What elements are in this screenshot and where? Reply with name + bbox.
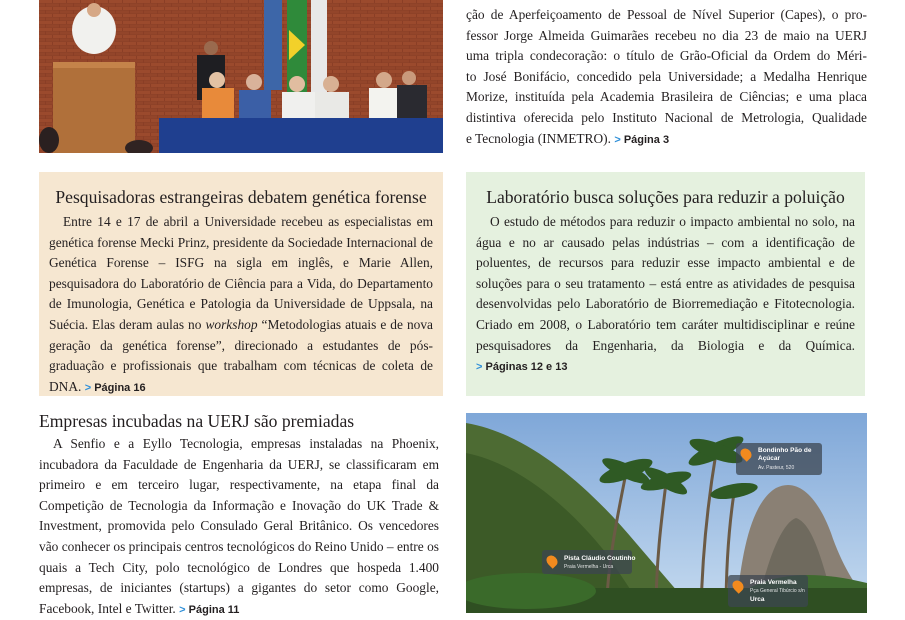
incubadas-headline: Empresas incubadas na UERJ são premiadas (39, 411, 355, 431)
map-tag-pista (542, 550, 636, 574)
chevron-right-icon: > (84, 381, 92, 394)
location-pin-icon (544, 553, 560, 569)
poluicao-paragraph (476, 212, 855, 378)
page-reference-genetica[interactable] (85, 382, 146, 394)
genetica-forense-workshop: workshop (205, 316, 258, 332)
page-reference-label: Página 11 (188, 603, 240, 616)
poluicao-text: O estudo de métodos para reduzir o impacto ambiental no solo, na água e no ar causado pelas indústrias – com a identificação de poluentes, de recursos para reduzir esse impacto ambiental e de soluções para o seu tratamento – está entre as atividades de pesquisa desenvolvidas pelo Laboratório de Biorremediação e Fitotecnologia. Criado em 2008, o Laboratório tem caráter multidisciplinar e reúne pesquisadores da Engenharia, da Biologia e da Química. (476, 214, 855, 353)
page-reference-incubadas[interactable] (179, 604, 239, 616)
poluicao-box (466, 172, 865, 396)
incubadas-text: A Senfio e a Eyllo Tecnologia, empresas instaladas na Phoenix, incubadora da Faculdade de Engenharia da UERJ, se classificaram em primeiro e em terceiro lugar, respectivamente, na etapa final da Competição de Tecnologia da Informação e Inovação do UK Trade & Investment, promovida pelo Consulado Geral Britânico. Os vencedores vão conhecer os principais centros tecnológicos do Reino Unido – entre os quais a Tech City, polo tecnológico de Londres que hospeda 1.400 empresas, de iniciantes (startups) a gigantes do setor (39, 436, 439, 596)
capes-article-line-1: ção de Aperfeiçoamento de Pessoal de Nível Superior (Capes), o pro- (466, 7, 867, 22)
capes-article-last-line: e Tecnologia (INMETRO). (466, 130, 611, 146)
page-reference-label: Página 3 (623, 133, 670, 146)
ceremony-illustration (39, 0, 443, 153)
genetica-forense-body (49, 212, 433, 398)
map-tag-bondinho-title-2: Açúcar (758, 455, 781, 462)
incubadas-paragraph (39, 434, 439, 620)
genetica-forense-paragraph (49, 212, 433, 398)
incubadas-article (39, 410, 439, 620)
genetica-forense-text-b: “Metodologias atuais e de nova geração da genética forense”, direcionado a estudantes de pós-graduação e profissionais que trabalham com técnicas de coleta de DNA. (49, 316, 433, 394)
ceremony-photo (39, 0, 443, 153)
map-tag-pista-title: Pista Cláudio Coutinho (564, 555, 636, 562)
genetica-forense-box (39, 172, 443, 396)
genetica-forense-headline: Pesquisadoras estrangeiras debatem genética forense (55, 187, 427, 207)
capes-article (466, 5, 867, 150)
page-reference-poluicao[interactable] (476, 361, 567, 373)
poluicao-headline: Laboratório busca soluções para reduzir a poluição (486, 187, 845, 207)
location-pin-icon (738, 446, 754, 462)
capes-article-line-3: uma tripla condecoração: o título de Grão-Oficial da Ordem do Méri- (466, 48, 867, 64)
map-tag-praia-address: Pça General Tibúrcio s/n (750, 588, 805, 594)
poluicao-body (476, 212, 855, 378)
capes-article-line-7 (466, 129, 867, 151)
page-reference-capes[interactable] (614, 134, 669, 146)
capes-article-line-6: distintiva oferecida pelo Instituto Nacional de Metrologia, Qualidade (466, 109, 867, 125)
capes-article-line-4: to José Bonifácio, concedido pela Universidade; a Medalha Henrique (466, 68, 867, 84)
map-tag-pista-address: Praia Vermelha - Urca (564, 564, 614, 570)
capes-article-line-2: fessor Jorge Almeida Guimarães recebeu no dia 23 de maio na UERJ (466, 27, 867, 43)
map-tag-praia-title: Praia Vermelha (750, 579, 797, 586)
sugarloaf-photo (466, 413, 867, 613)
map-tag-praia-vermelha (728, 575, 808, 607)
chevron-right-icon: > (614, 133, 621, 146)
page-reference-label: Páginas 12 e 13 (485, 361, 568, 374)
chevron-right-icon: > (179, 603, 186, 616)
genetica-forense-text-a: Entre 14 e 17 de abril a Universidade recebeu as especialistas em genética forense Mecki Prinz, presidente da Sociedade Internacional de Genética Forense – ISFG na sigla em inglês, e Marie Allen, pesquisadora do Laboratório de Ciência para a Vida, do Departamento de Imunologia, Genética e Patologia da Universidade de Uppsala, na Suécia. Elas deram aulas no (49, 214, 433, 332)
map-tag-bondinho-title: Bondinho Pão de (758, 447, 812, 454)
chevron-right-icon: > (476, 361, 483, 374)
incubadas-last-line: como Google, Facebook, Intel e Twitter. (39, 580, 439, 616)
map-tag-praia-district: Urca (750, 596, 765, 603)
map-tag-bondinho-address: Av. Pasteur, 520 (758, 465, 795, 471)
map-tag-bondinho (736, 443, 822, 475)
capes-article-line-5: Morize, instituída pela Academia Brasileira de Ciências; e uma placa (466, 89, 867, 105)
location-pin-icon (730, 578, 746, 594)
page-reference-label: Página 16 (94, 381, 146, 394)
